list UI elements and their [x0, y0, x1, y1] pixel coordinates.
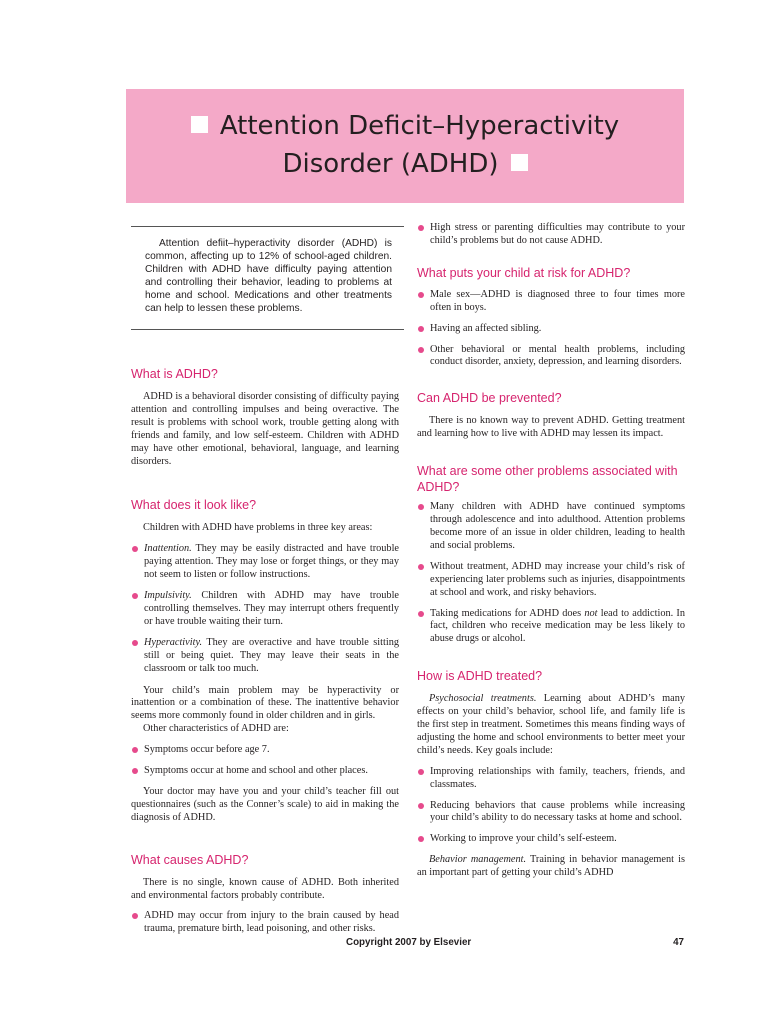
list-item: High stress or parenting difficulties may contribute to your child’s problems but do not cause ADHD.: [417, 222, 685, 248]
list-item: Taking medications for ADHD does not lead to addiction. In fact, children who receive medication may be less likely to abuse drugs or alcohol.: [417, 608, 685, 647]
treated-para-1: Psychosocial treatments. Learning about ADHD’s many effects on your child’s behavior, school life, and family life is the first step in treatment. Sometimes this means finding ways of adjusting the home and school environments to better meet your child’s needs. Key goals include:: [417, 693, 685, 756]
look-like-intro: Children with ADHD have problems in three key areas:: [143, 522, 373, 534]
bullet-icon: [132, 913, 138, 919]
bullet-icon: [418, 611, 424, 617]
heading-look-like: What does it look like?: [131, 498, 257, 513]
intro-text: Attention defiit–hyperactivity disorder (ADHD) is common, affecting up to 12% of school-aged children. Children with ADHD have difficulty paying attention and controlling their behavior, leading to problems at home and school. Medications and other treatments can help to lessen these problems.: [145, 238, 392, 315]
look-like-para-2: Other characteristics of ADHD are:: [143, 723, 289, 735]
goals-list: [417, 766, 685, 847]
bullet-icon: [418, 803, 424, 809]
left-column: [131, 366, 399, 936]
list-item: ADHD may occur from injury to the brain caused by head trauma, premature birth, lead poisoning, and other risks.: [131, 910, 399, 936]
copyright-text: Copyright 2007 by Elsevier: [346, 937, 472, 948]
bullet-icon: [418, 504, 424, 510]
causes-list-continued: [417, 222, 685, 248]
list-item: Impulsivity. Children with ADHD may have trouble controlling themselves. They may interrupt others frequently or have trouble waiting their turn.: [131, 590, 399, 629]
list-item: Other behavioral or mental health problems, including conduct disorder, anxiety, depression, and learning disorders.: [417, 344, 685, 370]
treated-para-2: Behavior management. Training in behavior management is an important part of getting your child’s ADHD: [417, 854, 685, 879]
bullet-icon: [418, 836, 424, 842]
list-item: Hyperactivity. They are overactive and have trouble sitting still or being quiet. They may leave their seats in the classroom or talk too much.: [131, 637, 399, 676]
list-item: Improving relationships with family, teachers, friends, and classmates.: [417, 766, 685, 792]
title-line-2: Disorder (ADHD): [126, 145, 684, 183]
heading-causes: What causes ADHD?: [131, 852, 249, 867]
page-number: 47: [673, 937, 684, 948]
list-item: Without treatment, ADHD may increase your child’s risk of experiencing later problems such as injuries, disappointments at school and work, and risky behaviors.: [417, 561, 685, 600]
causes-list: [131, 910, 399, 936]
list-item: Many children with ADHD have continued symptoms through adolescence and into adulthood. Attention problems become more of an issue in older children, leading to health and social problems.: [417, 501, 685, 553]
bullet-icon: [132, 768, 138, 774]
bullet-icon: [418, 326, 424, 332]
square-bullet-icon: [191, 116, 208, 133]
bullet-icon: [132, 640, 138, 646]
other-problems-list: [417, 501, 685, 646]
list-item: Male sex—ADHD is diagnosed three to four times more often in boys.: [417, 289, 685, 315]
page-footer: [131, 937, 684, 951]
list-item: Having an affected sibling.: [417, 323, 685, 336]
title-line-1: Attention Deficit–Hyperactivity: [126, 107, 684, 145]
causes-text: There is no single, known cause of ADHD. Both inherited and environmental factors probably contribute.: [131, 876, 399, 901]
look-like-para-1: Your child’s main problem may be hyperactivity or inattention or a combination of these. The inattentive behavior seems more commonly found in older children and in girls.: [131, 684, 399, 722]
list-item: Reducing behaviors that cause problems while increasing your child’s ability to do necessary tasks at home and school.: [417, 800, 685, 826]
what-is-text: ADHD is a behavioral disorder consisting of difficulty paying attention and controlling impulses and being overactive. The result is problems with school work, trouble getting along with friends and family, and low self-esteem. Children with ADHD may have other emotional, behavioral, language, and learning disorders.: [131, 391, 399, 467]
risk-list: [417, 289, 685, 370]
bullet-icon: [132, 593, 138, 599]
bullet-icon: [418, 347, 424, 353]
list-item: Symptoms occur at home and school and other places.: [131, 765, 399, 778]
heading-risk: What puts your child at risk for ADHD?: [417, 265, 631, 280]
list-item: Symptoms occur before age 7.: [131, 744, 399, 757]
look-like-para-3: Your doctor may have you and your child’s teacher fill out questionnaires (such as the Conner’s scale) to aid in making the diagnosis of ADHD.: [131, 785, 399, 823]
intro-box: [131, 226, 404, 330]
bullet-icon: [418, 292, 424, 298]
right-column: [417, 222, 685, 880]
bullet-icon: [418, 769, 424, 775]
heading-other-problems: What are some other problems associated with ADHD?: [417, 464, 678, 495]
bullet-icon: [418, 564, 424, 570]
bullet-icon: [418, 225, 424, 231]
prevented-text: There is no known way to prevent ADHD. Getting treatment and learning how to live with ADHD may lessen its impact.: [417, 415, 685, 440]
characteristics-list: [131, 744, 399, 778]
bullet-icon: [132, 747, 138, 753]
bullet-icon: [132, 546, 138, 552]
heading-treated: How is ADHD treated?: [417, 669, 543, 684]
list-item: Working to improve your child’s self-esteem.: [417, 833, 685, 846]
heading-prevented: Can ADHD be prevented?: [417, 391, 562, 406]
heading-what-is: What is ADHD?: [131, 367, 218, 381]
key-areas-list: [131, 543, 399, 675]
list-item: Inattention. They may be easily distracted and have trouble paying attention. They may lose or forget things, or they may not seem to listen or follow instructions.: [131, 543, 399, 582]
title-banner: [126, 89, 684, 203]
square-bullet-icon: [511, 154, 528, 171]
